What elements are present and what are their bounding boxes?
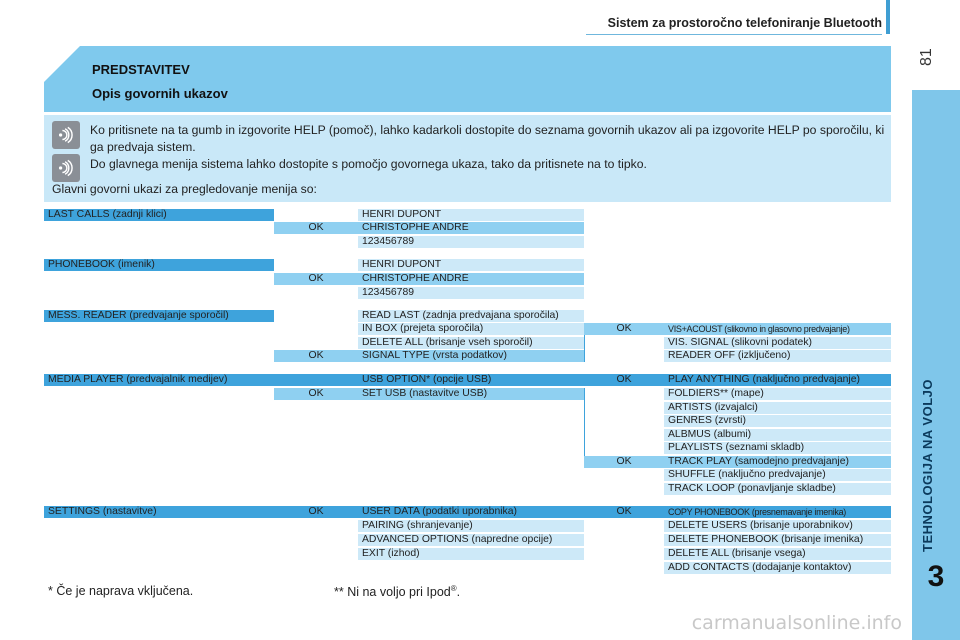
- list-item: PLAY ANYTHING (naključno predvajanje): [664, 374, 891, 386]
- ok-label: OK: [274, 350, 358, 362]
- list-item: CHRISTOPHE ANDRÉ: [358, 222, 584, 234]
- list-item: SET USB (nastavitve USB): [358, 388, 584, 400]
- info-paragraph-help: Ko pritisnete na ta gumb in izgovorite HELP (pomoč), lahko kadarkoli dostopite do seznama govornih ukazov ali pa izgovorite HELP po sporočilu, ki ga predvaja sistem.: [90, 123, 885, 154]
- list-item: 123456789: [358, 236, 584, 248]
- ok-label: OK: [584, 374, 664, 386]
- list-item: HENRI DUPONT: [358, 259, 584, 271]
- section-banner: [44, 46, 891, 112]
- list-item: FOLDIERS** (mape): [664, 388, 891, 400]
- list-item: 123456789: [358, 287, 584, 299]
- list-item: PAIRING (shranjevanje): [358, 520, 584, 532]
- menu-settings: SETTINGS (nastavitve): [44, 506, 274, 518]
- info-paragraph-intro: Glavni govorni ukazi za pregledovanje menija so:: [52, 182, 317, 196]
- list-item: READER OFF (izklјučeno): [664, 350, 891, 362]
- list-item: TRACK PLAY (samodejno predvajanje): [664, 456, 891, 468]
- list-item: DELETE USERS (brisanje uporabnikov): [664, 520, 891, 532]
- list-item: ADVANCED OPTIONS (napredne opcije): [358, 534, 584, 546]
- menu-bar-fill: [274, 374, 358, 386]
- watermark: carmanualsonline.info: [691, 612, 902, 634]
- voice-command-icon: [52, 121, 80, 149]
- page-number: 81: [918, 48, 935, 66]
- header-rule: [586, 34, 882, 35]
- list-item: ALBMUS (albumi): [664, 429, 891, 441]
- section-title: PREDSTAVITEV: [92, 62, 190, 77]
- list-item: COPY PHONEBOOK (presnemavanje imenika): [664, 506, 891, 518]
- menu-phonebook: PHONEBOOK (imenik): [44, 259, 274, 271]
- header-accent-bar: [886, 0, 890, 34]
- ok-label: OK: [274, 388, 358, 400]
- list-item: ARTISTS (izvajalci): [664, 402, 891, 414]
- list-item: DELETE PHONEBOOK (brisanje imenika): [664, 534, 891, 546]
- list-item: SHUFFLE (naključno predvajanje): [664, 469, 891, 481]
- list-item: CHRISTOPHE ANDRÉ: [358, 273, 584, 285]
- ok-label: OK: [584, 506, 664, 518]
- list-item: USER DATA (podatki uporabnika): [358, 506, 584, 518]
- list-item: PLAYLISTS (seznami skladb): [664, 442, 891, 454]
- section-subtitle: Opis govornih ukazov: [92, 86, 228, 101]
- chapter-number: 3: [927, 560, 945, 593]
- list-item: TRACK LOOP (ponavljanje skladbe): [664, 483, 891, 495]
- list-item: DELETE ALL (brisanje vseh sporočil): [358, 337, 584, 349]
- footnote-ipod: ** Ni na voljo pri Ipod®.: [334, 584, 461, 600]
- menu-mess-reader: MESS. READER (predvajanje sporočil): [44, 310, 274, 322]
- chapter-title: TEHNOLOGIJA NA VOLJO: [920, 379, 935, 552]
- list-item: EXIT (izhod): [358, 548, 584, 560]
- voice-command-icon: [52, 154, 80, 182]
- ok-label: OK: [274, 222, 358, 234]
- list-item: DELETE ALL (brisanje vsega): [664, 548, 891, 560]
- page-header-title: Sistem za prostoročno telefoniranje Bluetooth: [607, 16, 882, 30]
- info-paragraph-main-menu: Do glavnega menija sistema lahko dostopite s pomočjo govornega ukaza, tako da pritisnete na to tipko.: [90, 157, 647, 171]
- list-item: SIGNAL TYPE (vrsta podatkov): [358, 350, 584, 362]
- list-item: READ LAST (zadnja predvajana sporočila): [358, 310, 584, 322]
- list-item: IN BOX (prejeta sporočila): [358, 323, 584, 335]
- list-item: ADD CONTACTS (dodajanje kontaktov): [664, 562, 891, 574]
- list-item: HENRI DUPONT: [358, 209, 584, 221]
- ok-label: OK: [274, 506, 358, 518]
- ok-label: OK: [584, 323, 664, 335]
- menu-media-player: MEDIA PLAYER (predvajalnik medijev): [44, 374, 274, 386]
- list-item: GENRES (zvrsti): [664, 415, 891, 427]
- ok-label: OK: [584, 456, 664, 468]
- footnote-usb: * Če je naprava vključena.: [48, 584, 194, 598]
- list-item: VIS+ACOUST (slikovno in glasovno predvajanje): [664, 323, 891, 335]
- list-item: VIS. SIGNAL (slikovni podatek): [664, 337, 891, 349]
- list-item: USB OPTION* (opcije USB): [358, 374, 584, 386]
- menu-last-calls: LAST CALLS (zadnji klici): [44, 209, 274, 221]
- ok-label: OK: [274, 273, 358, 285]
